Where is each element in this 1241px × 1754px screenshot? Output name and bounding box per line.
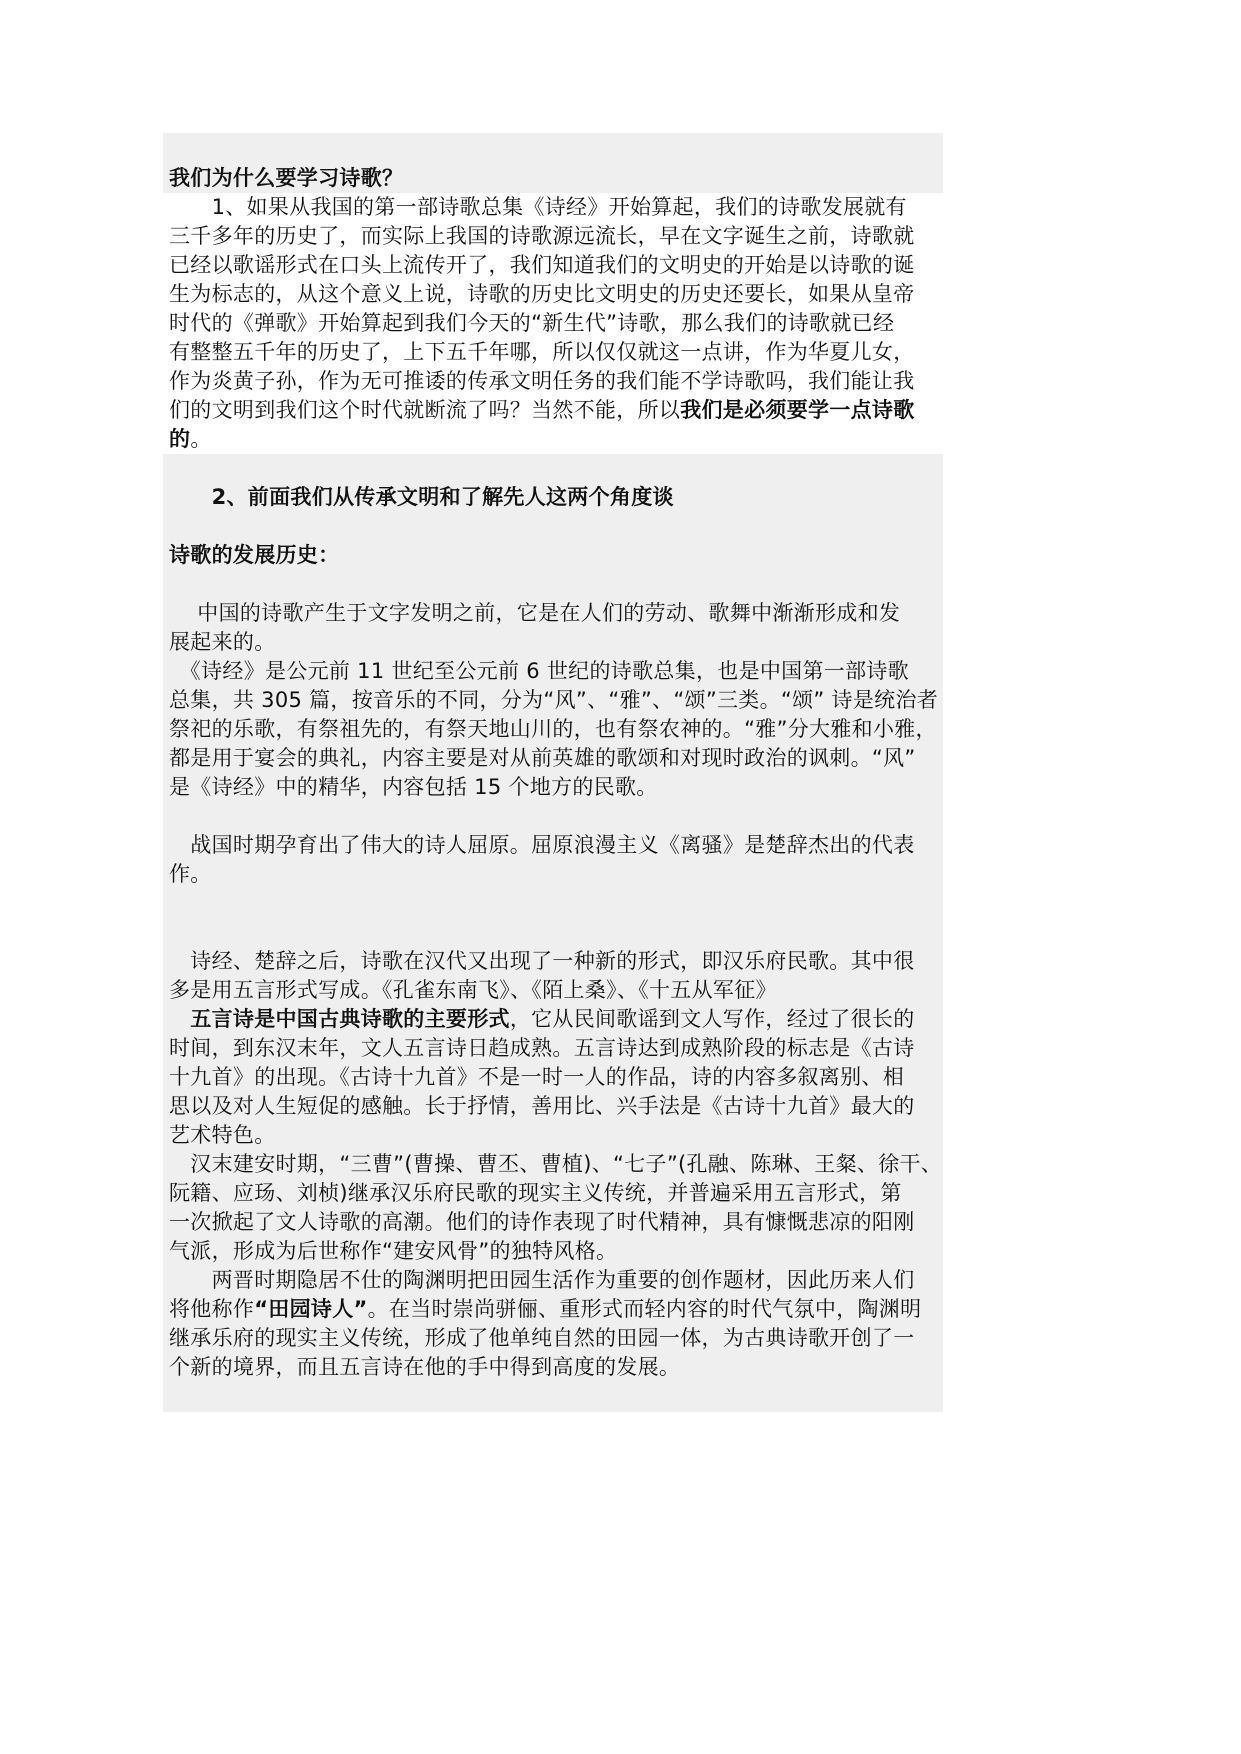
- blank-line: [169, 889, 949, 918]
- paragraph: [169, 599, 949, 802]
- bold-text: 2、前面我们从传承文明和了解先人这两个角度谈: [169, 485, 674, 509]
- text-line: [169, 1295, 949, 1324]
- text-line: [169, 280, 943, 309]
- text-line: [169, 628, 949, 657]
- text-line: [169, 947, 949, 976]
- document-body: [169, 164, 949, 1382]
- text-segment: 一次掀起了文人诗歌的高潮。他们的诗作表现了时代精神，具有慷慨悲凉的阳刚: [169, 1210, 915, 1234]
- text-segment: 阮籍、应玚、刘桢)继承汉乐府民歌的现实主义传统，并普遍采用五言形式，第: [169, 1181, 902, 1205]
- text-segment: 《诗经》是公元前 11 世纪至公元前 6 世纪的诗歌总集，也是中国第一部诗歌: [169, 659, 909, 683]
- bold-text: 的: [169, 427, 191, 451]
- text-segment: 作为炎黄子孙，作为无可推诿的传承文明任务的我们能不学诗歌吗，我们能让我: [169, 369, 915, 393]
- text-segment: 三千多年的历史了，而实际上我国的诗歌源远流长，早在文字诞生之前，诗歌就: [169, 224, 915, 248]
- bold-text: “田园诗人”: [254, 1297, 368, 1321]
- text-segment: 作。: [169, 862, 212, 886]
- bold-text: 我们为什么要学习诗歌？: [169, 166, 404, 190]
- text-segment: 两晋时期隐居不仕的陶渊明把田园生活作为重要的创作题材，因此历来人们: [169, 1268, 915, 1292]
- text-segment: 总集，共 305 篇，按音乐的不同，分为“风”、“雅”、“颂”三类。“颂” 诗是统治者: [169, 688, 939, 712]
- text-line: [169, 309, 943, 338]
- text-segment: 战国时期孕育出了伟大的诗人屈原。屈原浪漫主义《离骚》是楚辞杰出的代表: [169, 833, 915, 857]
- paragraph: [169, 831, 949, 889]
- text-segment: 1、如果从我国的第一部诗歌总集《诗经》开始算起，我们的诗歌发展就有: [169, 195, 907, 219]
- text-segment: 气派，形成为后世称作“建安风骨”的独特风格。: [169, 1239, 618, 1263]
- text-segment: [169, 1007, 190, 1031]
- text-line: [169, 193, 943, 222]
- text-line: [169, 1150, 949, 1179]
- text-segment: 。在当时崇尚骈俪、重形式而轻内容的时代气氛中，陶渊明: [367, 1297, 922, 1321]
- text-line: [169, 976, 949, 1005]
- heading: [169, 164, 949, 193]
- text-segment: 有整整五千年的历史了，上下五千年哪，所以仅仅就这一点讲，作为华夏儿女，: [169, 340, 915, 364]
- text-line: [169, 1266, 949, 1295]
- text-line: [169, 1121, 949, 1150]
- text-segment: 已经以歌谣形式在口头上流传开了，我们知道我们的文明史的开始是以诗歌的诞: [169, 253, 915, 277]
- text-segment: 诗经、楚辞之后，诗歌在汉代又出现了一种新的形式，即汉乐府民歌。其中很: [169, 949, 915, 973]
- text-line: [169, 483, 949, 512]
- text-line: [169, 1208, 949, 1237]
- text-segment: 们的文明到我们这个时代就断流了吗？当然不能，所以: [169, 398, 681, 422]
- text-segment: 祭祀的乐歌，有祭祖先的，有祭天地山川的，也有祭农神的。“雅”分大雅和小雅，: [169, 717, 937, 741]
- text-line: [169, 251, 943, 280]
- text-segment: 艺术特色。: [169, 1123, 276, 1147]
- blank-line: [169, 512, 949, 541]
- blank-line: [169, 570, 949, 599]
- text-segment: 生为标志的，从这个意义上说，诗歌的历史比文明史的历史还要长，如果从皇帝: [169, 282, 915, 306]
- text-line: [169, 599, 949, 628]
- text-segment: 中国的诗歌产生于文字发明之前，它是在人们的劳动、歌舞中渐渐形成和发: [169, 601, 901, 625]
- text-line: [169, 1353, 949, 1382]
- blank-line: [169, 918, 949, 947]
- text-line: [169, 715, 949, 744]
- text-line: [169, 222, 943, 251]
- text-segment: 十九首》的出现。《古诗十九首》不是一时一人的作品，诗的内容多叙离别、相: [169, 1065, 904, 1089]
- bold-text: 诗歌的发展历史：: [169, 543, 340, 567]
- text-line: [169, 396, 943, 425]
- paragraph: [163, 193, 943, 454]
- bold-text: 我们是必须要学一点诗歌: [680, 398, 915, 422]
- text-segment: ，它从民间歌谣到文人写作，经过了很长的: [509, 1007, 915, 1031]
- text-line: [169, 1063, 949, 1092]
- text-line: [169, 686, 949, 715]
- blank-line: [169, 454, 949, 483]
- text-line: [169, 367, 943, 396]
- text-segment: 时间，到东汉末年，文人五言诗日趋成熟。五言诗达到成熟阶段的标志是《古诗: [169, 1036, 915, 1060]
- text-line: [169, 657, 949, 686]
- text-segment: 思以及对人生短促的感触。长于抒情，善用比、兴手法是《古诗十九首》最大的: [169, 1094, 915, 1118]
- bold-text: 五言诗是中国古典诗歌的主要形式: [190, 1007, 510, 1031]
- text-line: [169, 1179, 949, 1208]
- text-segment: 是《诗经》中的精华，内容包括 15 个地方的民歌。: [169, 775, 658, 799]
- text-line: [169, 1005, 949, 1034]
- blank-line: [169, 802, 949, 831]
- text-line: [169, 541, 949, 570]
- text-segment: 将他称作: [169, 1297, 255, 1321]
- text-line: [169, 425, 943, 454]
- paragraph: [169, 947, 949, 1382]
- text-segment: 多是用五言形式写成。《孔雀东南飞》、《陌上桑》、《十五从军征》: [169, 978, 777, 1002]
- text-line: [169, 1237, 949, 1266]
- text-line: [169, 744, 949, 773]
- text-line: [169, 1034, 949, 1063]
- text-line: [169, 1324, 949, 1353]
- text-line: [169, 831, 949, 860]
- heading: [169, 541, 949, 570]
- text-segment: 都是用于宴会的典礼，内容主要是对从前英雄的歌颂和对现时政治的讽刺。“风”: [169, 746, 916, 770]
- text-line: [169, 860, 949, 889]
- text-line: [169, 773, 949, 802]
- text-segment: 继承乐府的现实主义传统，形成了他单纯自然的田园一体，为古典诗歌开创了一: [169, 1326, 915, 1350]
- text-line: [169, 164, 949, 193]
- text-segment: 汉末建安时期，“三曹”(曹操、曹丕、曹植)、“七子”(孔融、陈琳、王粲、徐干、: [169, 1152, 943, 1176]
- text-line: [169, 1092, 949, 1121]
- text-segment: 时代的《弹歌》开始算起到我们今天的“新生代”诗歌，那么我们的诗歌就已经: [169, 311, 895, 335]
- heading: [169, 483, 949, 512]
- text-line: [169, 338, 943, 367]
- text-segment: 。: [190, 427, 212, 451]
- text-segment: 展起来的。: [169, 630, 276, 654]
- text-segment: 个新的境界，而且五言诗在他的手中得到高度的发展。: [169, 1355, 681, 1379]
